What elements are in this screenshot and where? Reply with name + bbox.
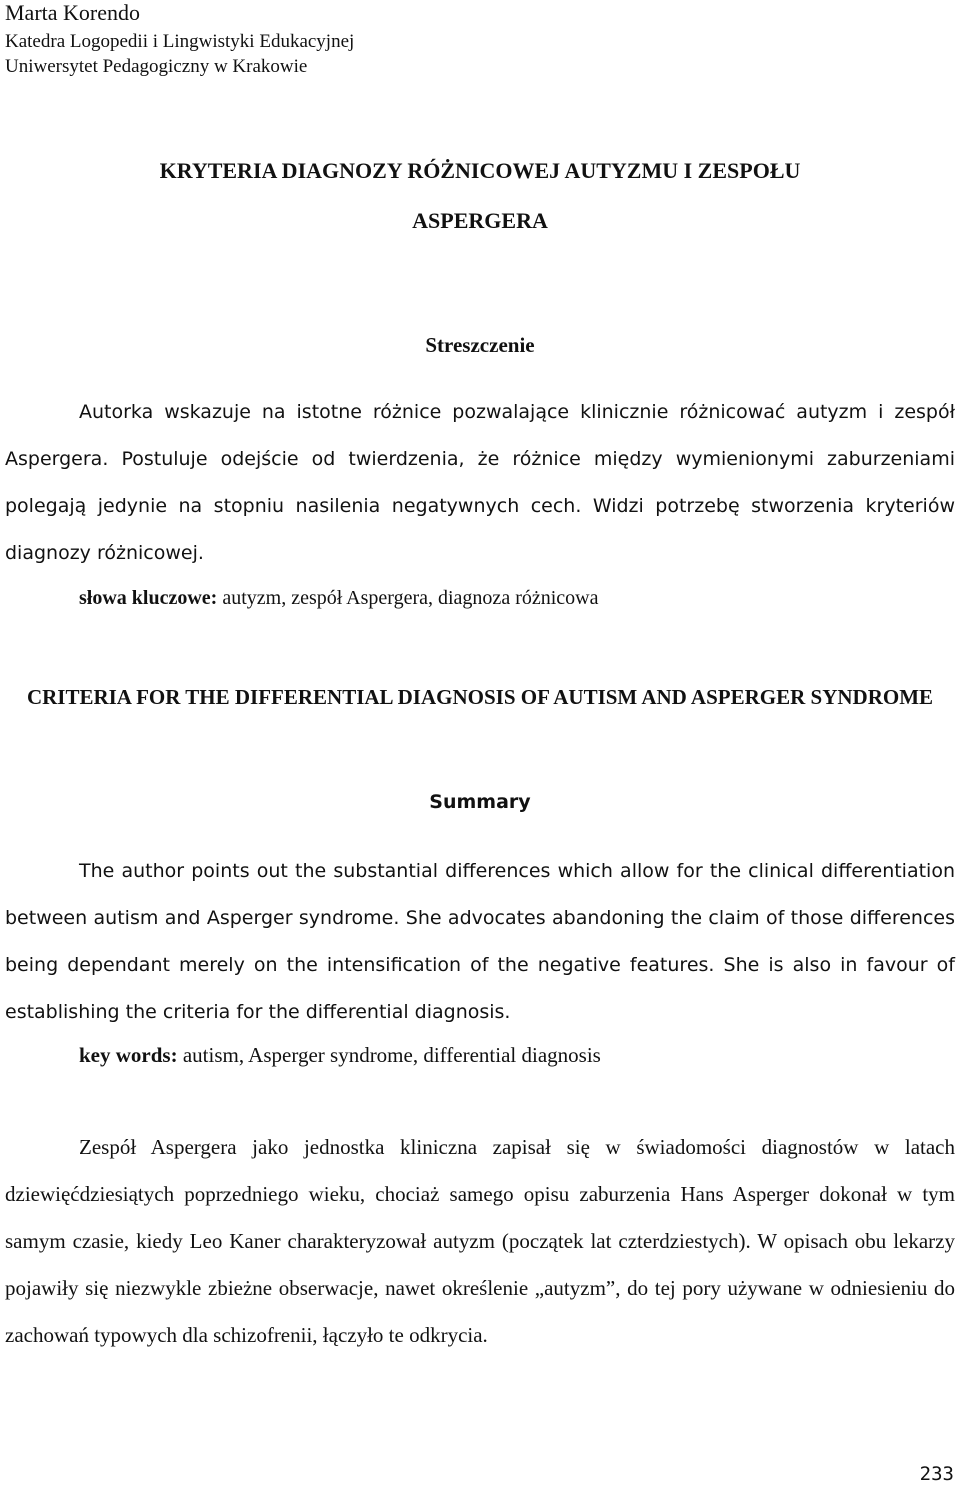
keywords-polish: [79, 583, 598, 613]
abstract-text-english: The author points out the substantial differences which allow for the clinical differentiation between autism and Asperger syndrome. She advocates abandoning the claim of those differences being dependant merely on the intensification of the negative features. She is also in favour of establishing the criteria for the differential diagnosis.: [5, 860, 955, 1023]
abstract-heading-polish: Streszczenie: [425, 333, 535, 357]
keywords-english: [79, 1040, 601, 1070]
keywords-label-polish: słowa kluczowe:: [79, 587, 218, 609]
title-polish-text: KRYTERIA DIAGNOZY RÓŻNICOWEJ AUTYZMU I ZESPOŁU ASPERGERA: [159, 158, 801, 233]
title-polish: [0, 146, 960, 246]
title-english: [0, 674, 960, 720]
abstract-text-polish: Autorka wskazuje na istotne różnice pozwalające klinicznie różnicować autyzm i zespół Aspergera. Postuluje odejście od twierdzenia, że różnice między wymienionymi zaburzeniami polegają jedynie na stopniu nasilenia negatywnych cech. Widzi potrzebę stworzenia kryteriów diagnozy różnicowej.: [5, 401, 955, 564]
body-paragraph-1: Zespół Aspergera jako jednostka kliniczna zapisał się w świadomości diagnostów w latach dziewięćdziesiątych poprzedniego wieku, chociaż samego opisu zaburzenia Hans Asperger dokonał w tym samym czasie, kiedy Leo Kaner charakteryzował autyzm (początek lat czterdziestych). W opisach obu lekarzy pojawiły się niezwykle zbieżne obserwacje, nawet określenie „autyzm”, do tej pory używane w odniesieniu do zachowań typowych dla schizofrenii, łączyło te odkrycia.: [5, 1135, 955, 1347]
author-university: Uniwersytet Pedagogiczny w Krakowie: [5, 56, 308, 77]
page-number: 233: [919, 1463, 954, 1485]
author-name: Marta Korendo: [5, 0, 141, 25]
title-english-text: CRITERIA FOR THE DIFFERENTIAL DIAGNOSIS OF AUTISM AND ASPERGER SYNDROME: [26, 685, 934, 709]
author-department: Katedra Logopedii i Lingwistyki Edukacyjnej: [5, 31, 355, 52]
keywords-list-polish: autyzm, zespół Aspergera, diagnoza różnicowa: [217, 587, 599, 609]
abstract-heading-english: Summary: [429, 791, 531, 813]
keywords-label-english: key words:: [79, 1043, 178, 1067]
keywords-list-english: autism, Asperger syndrome, differential diagnosis: [177, 1043, 601, 1067]
